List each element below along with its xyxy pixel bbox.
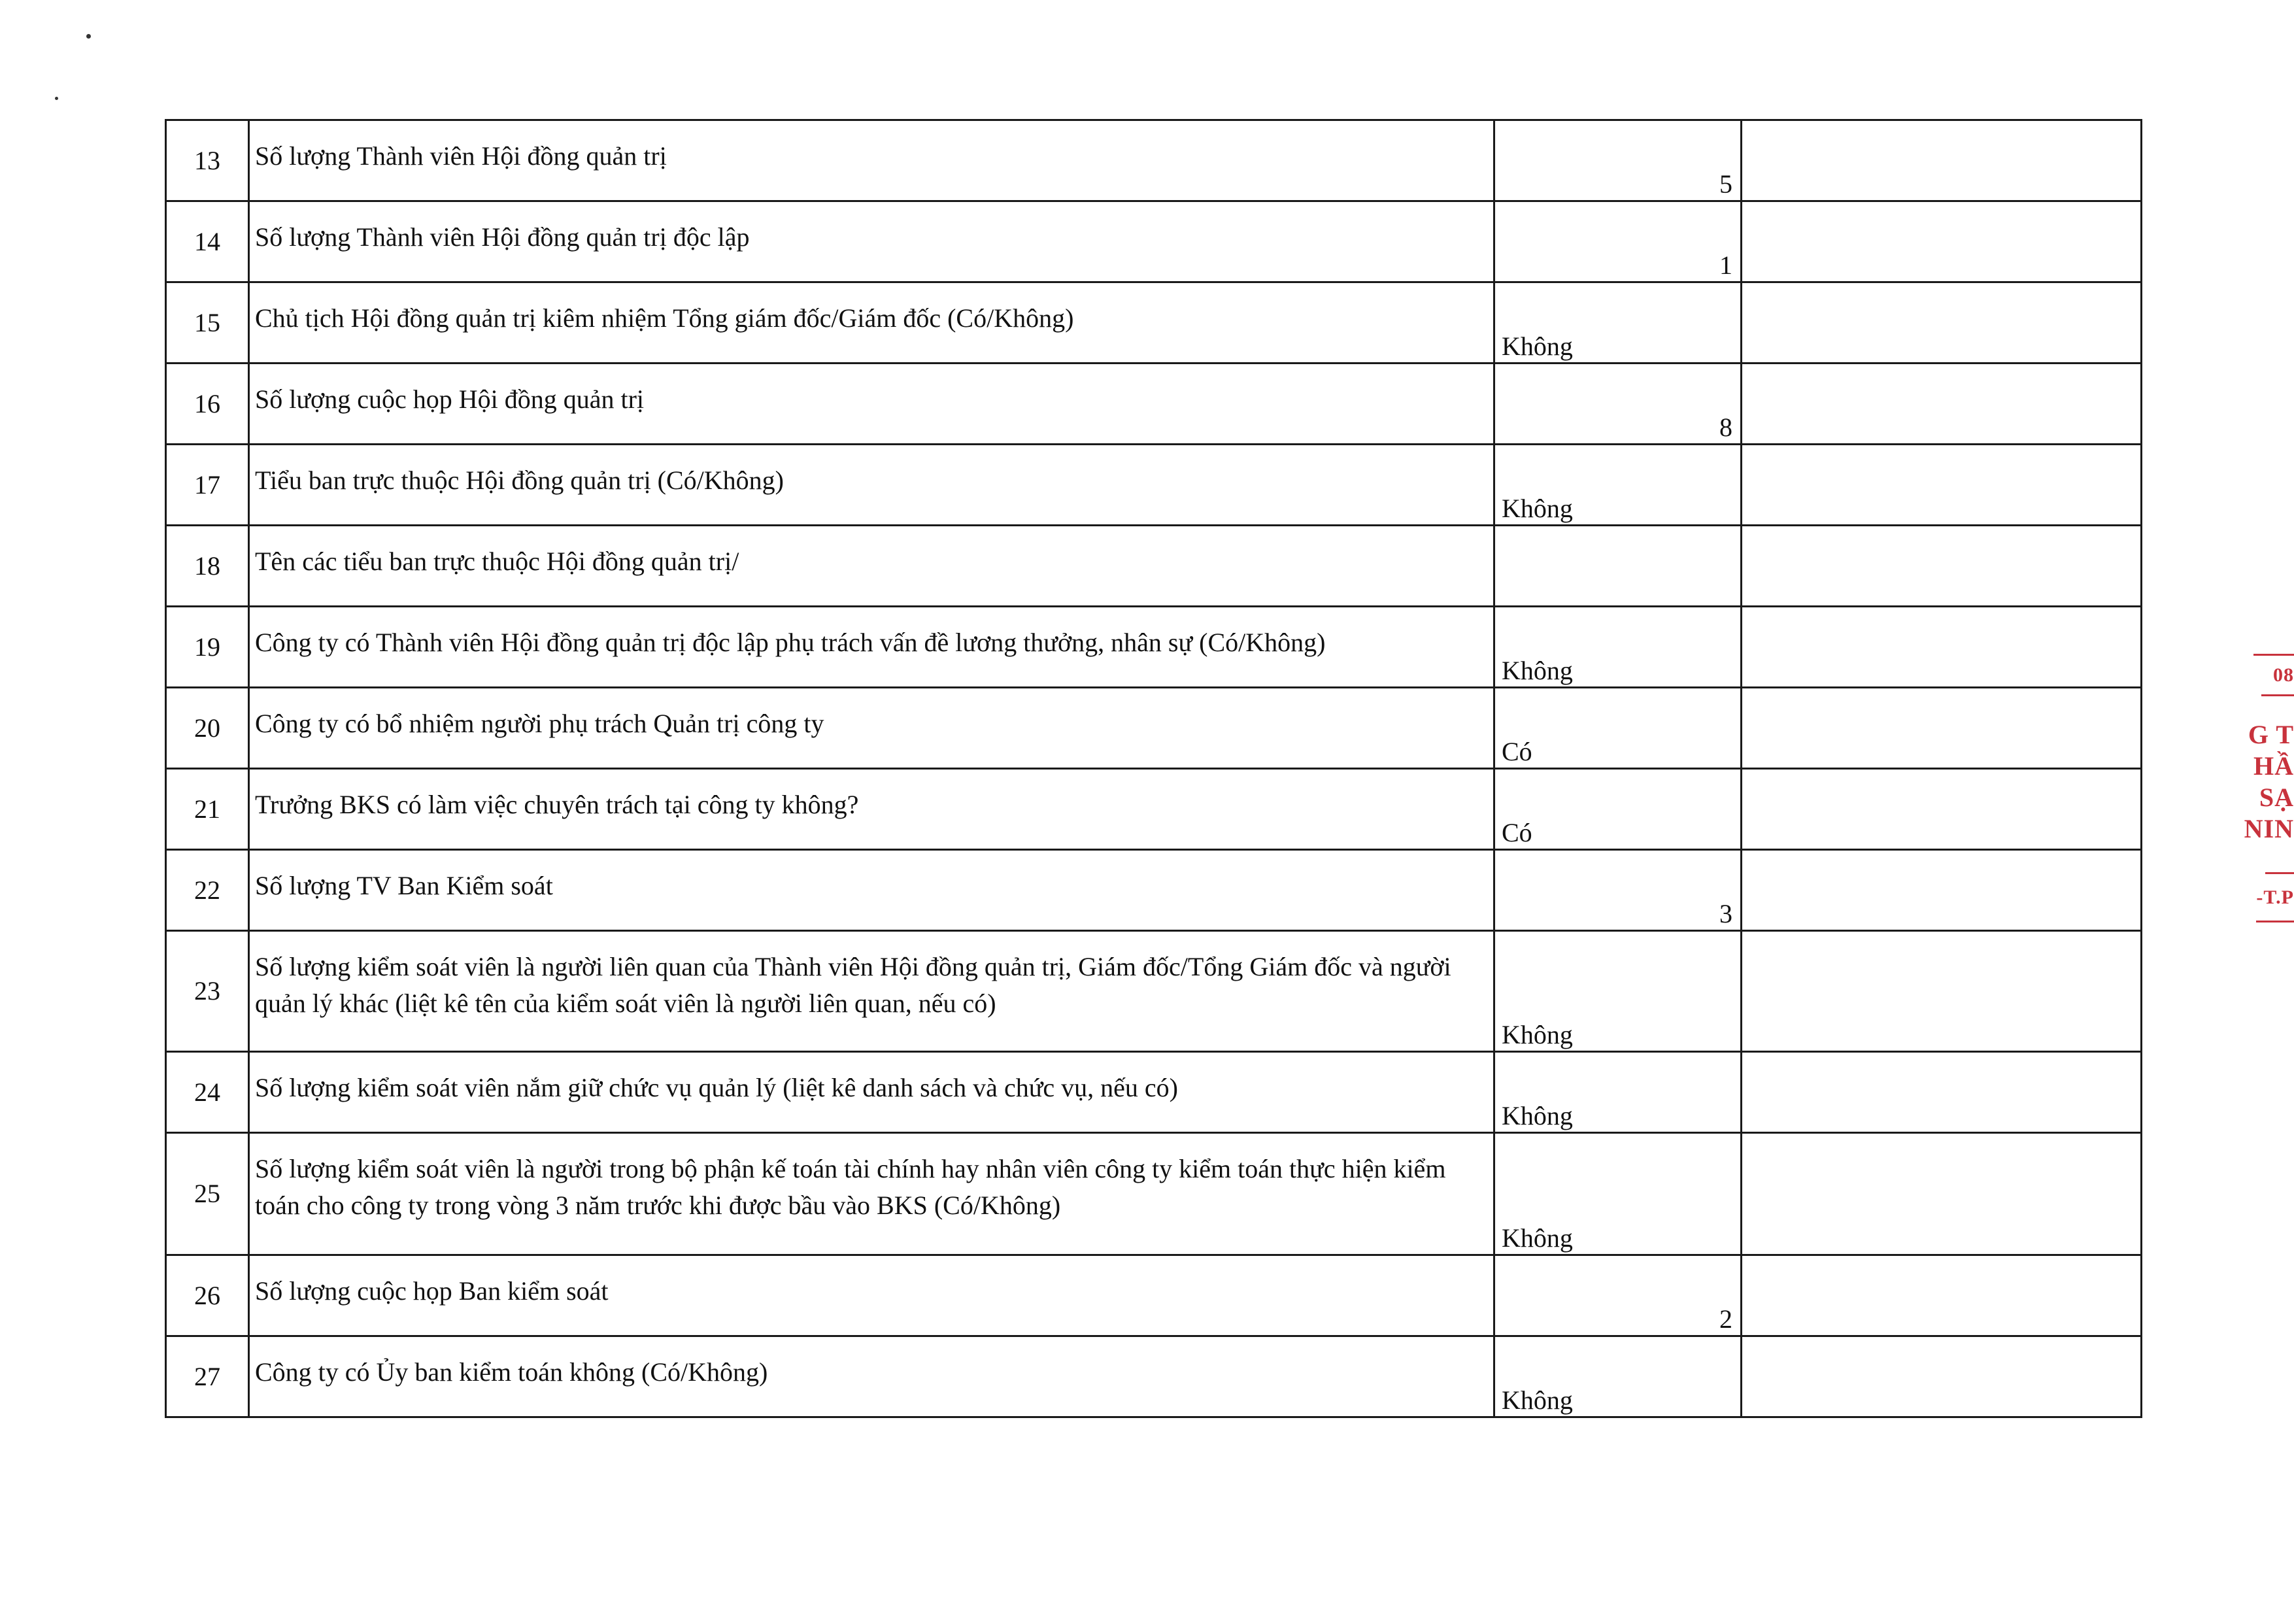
row-value-cell xyxy=(1494,1133,1742,1255)
row-value: 5 xyxy=(1719,169,1732,199)
table-row xyxy=(166,1133,2142,1255)
row-criterion: Chủ tịch Hội đồng quản trị kiêm nhiệm Tổng giám đốc/Giám đốc (Có/Không) xyxy=(249,282,1494,364)
table-row xyxy=(166,931,2142,1052)
row-criterion: Tiểu ban trực thuộc Hội đồng quản trị (Có/Không) xyxy=(249,445,1494,526)
table-row xyxy=(166,607,2142,688)
row-number: 21 xyxy=(166,769,249,850)
row-criterion: Số lượng kiểm soát viên là người liên quan của Thành viên Hội đồng quản trị, Giám đốc/Tổng Giám đốc và người quản lý khác (liệt kê tên của kiểm soát viên là người liên quan, nếu có) xyxy=(249,931,1494,1052)
seal-text: HẦ xyxy=(2253,751,2294,781)
row-note xyxy=(1742,1336,2142,1417)
row-value-cell xyxy=(1494,1336,1742,1417)
row-value: Không xyxy=(1502,331,1573,361)
row-value-cell xyxy=(1494,282,1742,364)
table-row xyxy=(166,769,2142,850)
row-value: Không xyxy=(1502,656,1573,685)
row-value-cell xyxy=(1494,1052,1742,1133)
row-number: 17 xyxy=(166,445,249,526)
row-value: Không xyxy=(1502,494,1573,523)
table-row xyxy=(166,445,2142,526)
row-value: 1 xyxy=(1719,250,1732,280)
row-value: Có xyxy=(1502,737,1532,766)
row-criterion: Tên các tiểu ban trực thuộc Hội đồng quản trị/ xyxy=(249,526,1494,607)
scan-speck xyxy=(86,34,91,39)
table-row xyxy=(166,1052,2142,1133)
row-note xyxy=(1742,850,2142,931)
row-value-cell xyxy=(1494,769,1742,850)
row-value-cell xyxy=(1494,526,1742,607)
row-criterion: Số lượng Thành viên Hội đồng quản trị độc lập xyxy=(249,201,1494,282)
governance-table-body xyxy=(166,120,2142,1417)
row-value-cell xyxy=(1494,445,1742,526)
row-value-cell xyxy=(1494,120,1742,201)
row-number: 25 xyxy=(166,1133,249,1255)
row-value: Không xyxy=(1502,1223,1573,1253)
row-value: Không xyxy=(1502,1101,1573,1130)
row-note xyxy=(1742,526,2142,607)
row-value: 2 xyxy=(1719,1304,1732,1334)
row-note xyxy=(1742,120,2142,201)
row-value: Không xyxy=(1502,1385,1573,1415)
row-number: 22 xyxy=(166,850,249,931)
seal-text: G T xyxy=(2248,720,2294,749)
seal-ring-line xyxy=(2253,654,2294,656)
row-number: 23 xyxy=(166,931,249,1052)
row-criterion: Số lượng cuộc họp Ban kiểm soát xyxy=(249,1255,1494,1336)
row-number: 13 xyxy=(166,120,249,201)
row-number: 27 xyxy=(166,1336,249,1417)
company-seal-fragment xyxy=(2244,654,2294,948)
seal-text: SẠ xyxy=(2259,783,2294,812)
row-note xyxy=(1742,1255,2142,1336)
row-criterion: Công ty có bổ nhiệm người phụ trách Quản trị công ty xyxy=(249,688,1494,769)
table-row xyxy=(166,364,2142,445)
row-number: 18 xyxy=(166,526,249,607)
row-number: 15 xyxy=(166,282,249,364)
row-note xyxy=(1742,1052,2142,1133)
row-value: Không xyxy=(1502,1020,1573,1049)
seal-text: NIN xyxy=(2244,814,2294,843)
table-row xyxy=(166,1255,2142,1336)
row-value-cell xyxy=(1494,688,1742,769)
seal-text: 08 xyxy=(2273,664,2294,686)
row-number: 24 xyxy=(166,1052,249,1133)
row-criterion: Số lượng TV Ban Kiểm soát xyxy=(249,850,1494,931)
row-value-cell xyxy=(1494,931,1742,1052)
row-note xyxy=(1742,607,2142,688)
row-criterion: Trưởng BKS có làm việc chuyên trách tại công ty không? xyxy=(249,769,1494,850)
row-note xyxy=(1742,688,2142,769)
row-number: 20 xyxy=(166,688,249,769)
scan-speck xyxy=(55,97,58,100)
row-note xyxy=(1742,282,2142,364)
governance-table xyxy=(165,119,2142,1418)
row-number: 14 xyxy=(166,201,249,282)
row-number: 19 xyxy=(166,607,249,688)
table-row xyxy=(166,282,2142,364)
row-number: 16 xyxy=(166,364,249,445)
seal-ring-line xyxy=(2261,694,2294,696)
seal-ring-line xyxy=(2256,921,2294,922)
row-note xyxy=(1742,1133,2142,1255)
row-note xyxy=(1742,445,2142,526)
row-value: 8 xyxy=(1719,413,1732,442)
row-note xyxy=(1742,201,2142,282)
row-value-cell xyxy=(1494,201,1742,282)
row-note xyxy=(1742,769,2142,850)
row-value: Có xyxy=(1502,818,1532,847)
row-number: 26 xyxy=(166,1255,249,1336)
table-row xyxy=(166,1336,2142,1417)
row-value: 3 xyxy=(1719,899,1732,928)
table-row xyxy=(166,688,2142,769)
table-row xyxy=(166,850,2142,931)
table-row xyxy=(166,201,2142,282)
row-criterion: Số lượng kiểm soát viên nắm giữ chức vụ quản lý (liệt kê danh sách và chức vụ, nếu có) xyxy=(249,1052,1494,1133)
row-value-cell xyxy=(1494,607,1742,688)
table-row xyxy=(166,120,2142,201)
row-value-cell xyxy=(1494,364,1742,445)
row-note xyxy=(1742,364,2142,445)
row-criterion: Số lượng kiểm soát viên là người trong bộ phận kế toán tài chính hay nhân viên công ty kiểm toán thực hiện kiểm toán cho công ty trong vòng 3 năm trước khi được bầu vào BKS (Có/Không) xyxy=(249,1133,1494,1255)
row-note xyxy=(1742,931,2142,1052)
row-value-cell xyxy=(1494,1255,1742,1336)
row-criterion: Công ty có Thành viên Hội đồng quản trị độc lập phụ trách vấn đề lương thưởng, nhân sự (Có/Không) xyxy=(249,607,1494,688)
row-criterion: Công ty có Ủy ban kiểm toán không (Có/Không) xyxy=(249,1336,1494,1417)
seal-text: -T.P xyxy=(2256,887,2294,908)
seal-ring-line xyxy=(2265,872,2294,874)
table-row xyxy=(166,526,2142,607)
row-criterion: Số lượng Thành viên Hội đồng quản trị xyxy=(249,120,1494,201)
row-criterion: Số lượng cuộc họp Hội đồng quản trị xyxy=(249,364,1494,445)
row-value-cell xyxy=(1494,850,1742,931)
